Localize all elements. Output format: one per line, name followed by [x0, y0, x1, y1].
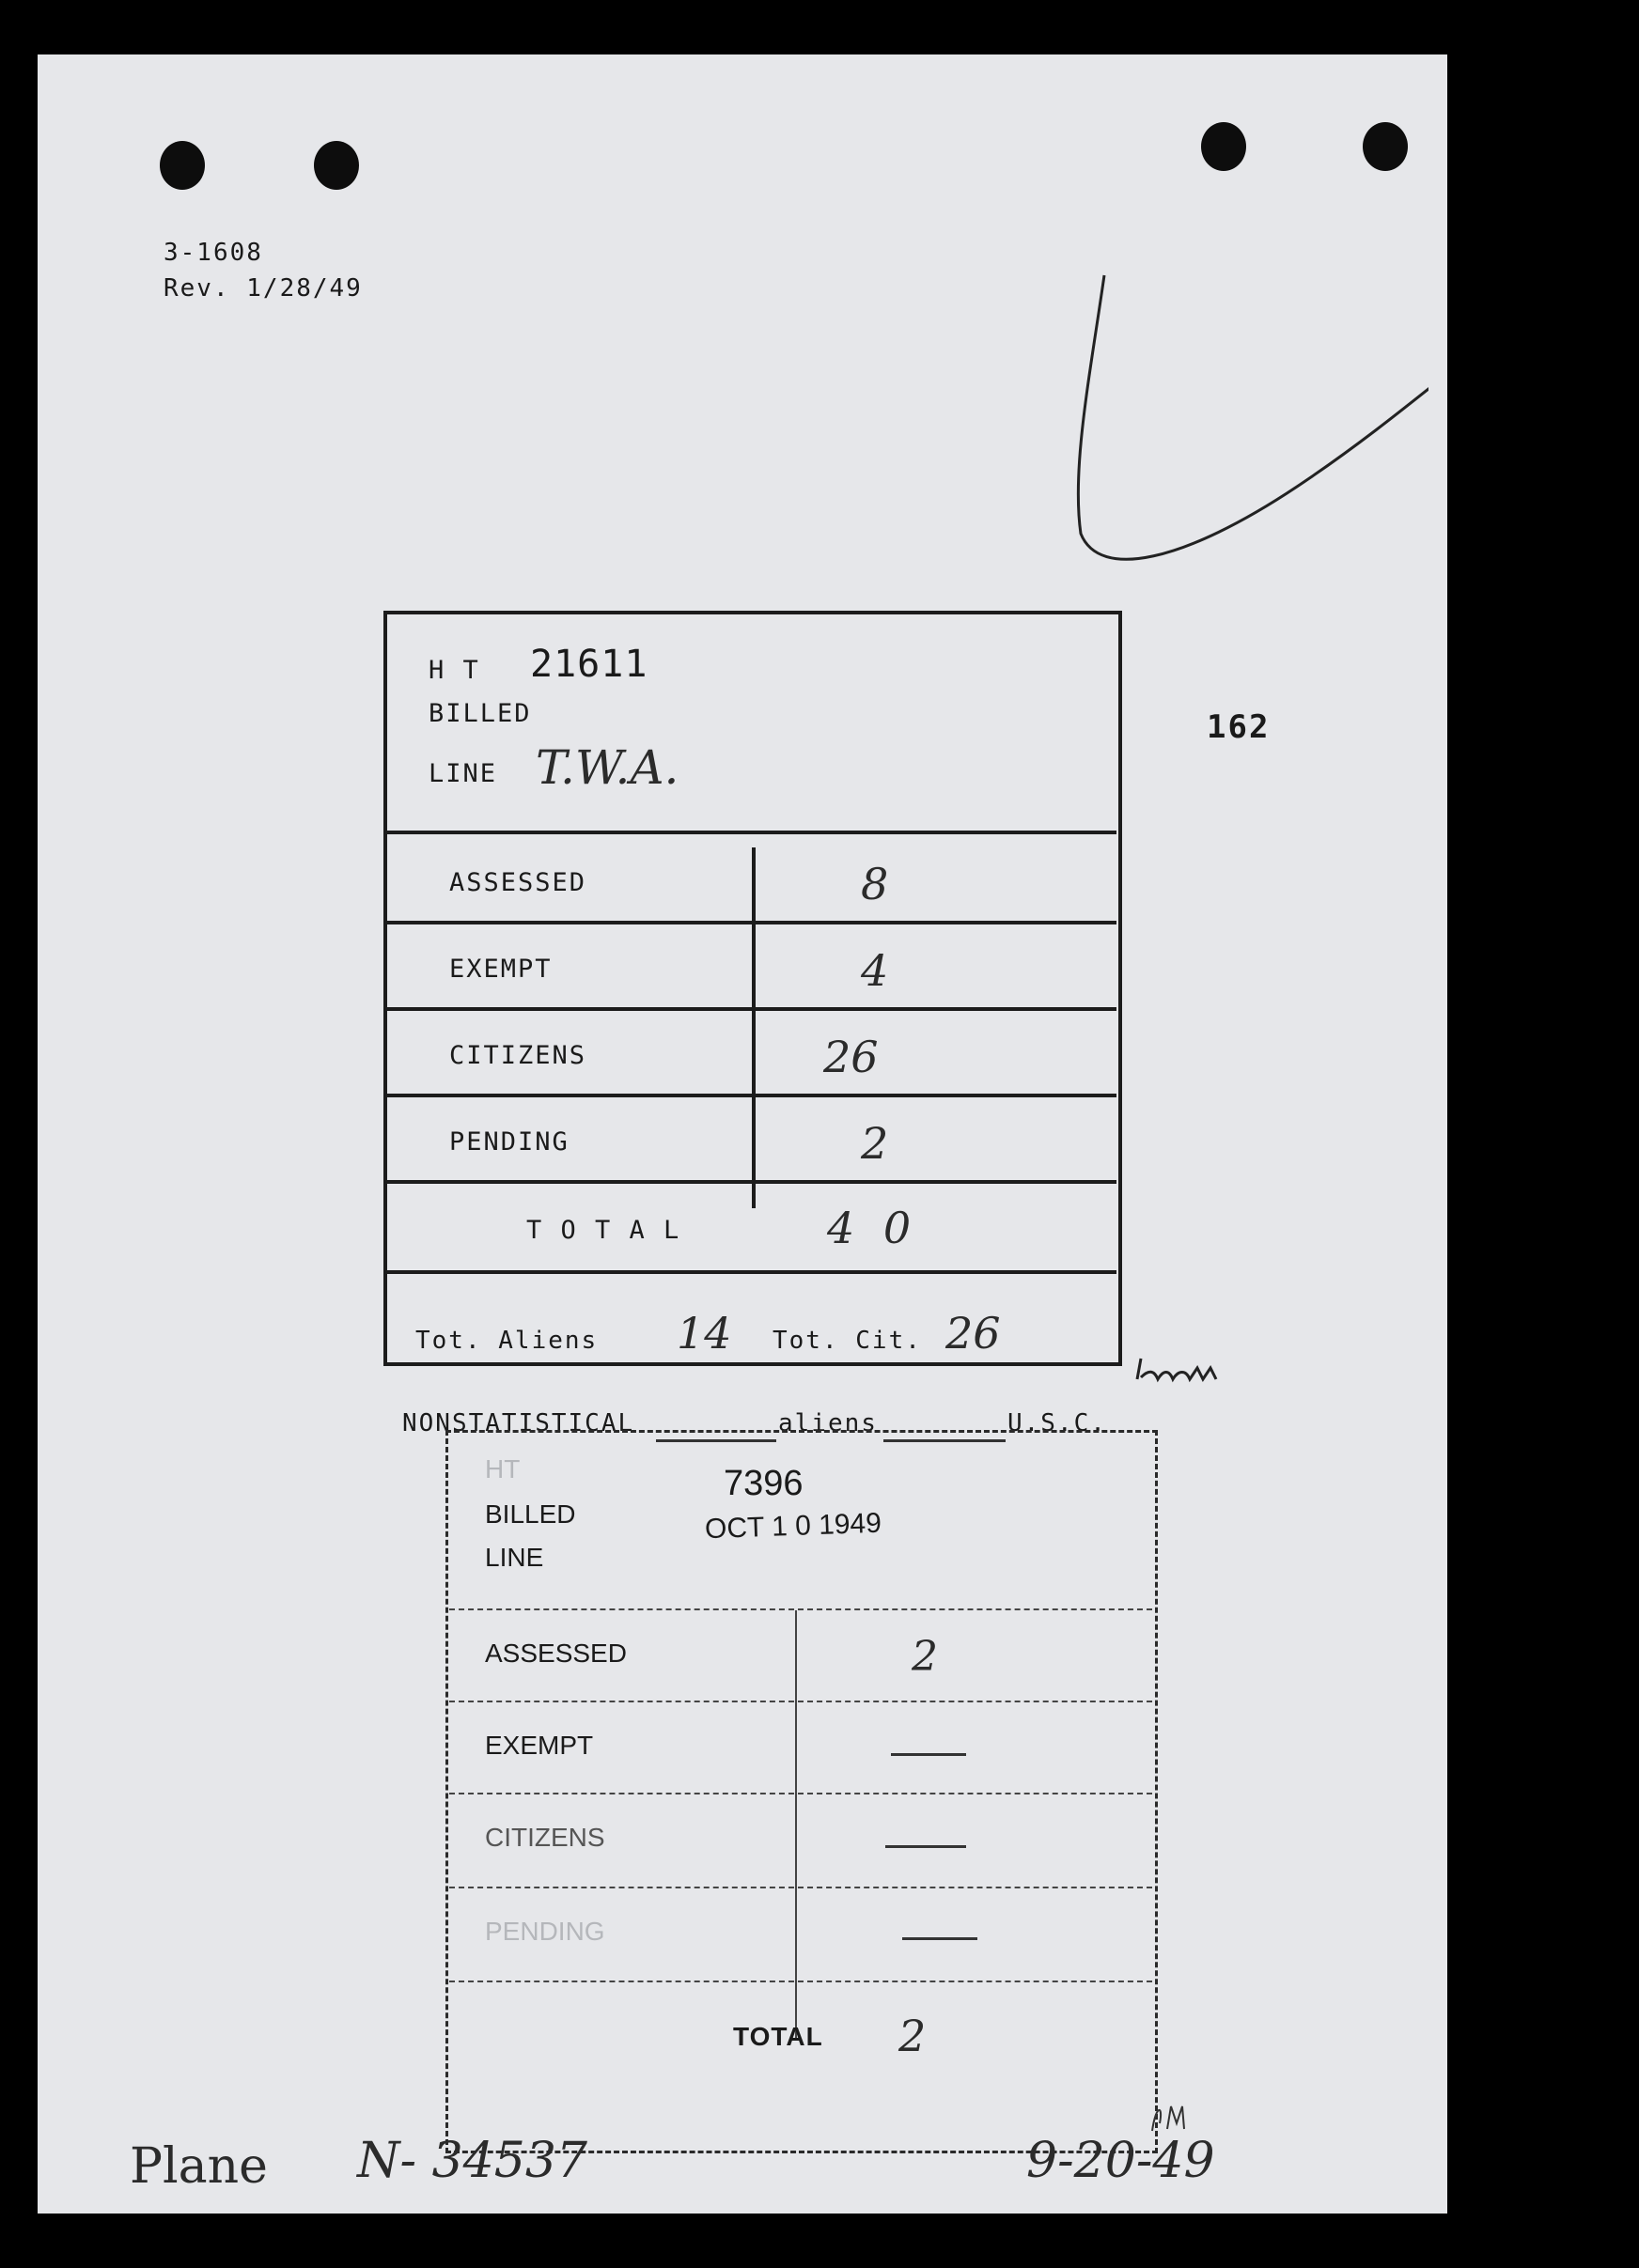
- check-mark: [1015, 224, 1428, 618]
- exempt-dash: [891, 1753, 966, 1756]
- date-initials: [1147, 2095, 1203, 2136]
- plane-number: N- 34537: [357, 2133, 588, 2189]
- nonstatistical-label: NONSTATISTICAL: [402, 1409, 635, 1437]
- form-number: 3-1608: [164, 239, 263, 267]
- divider: [449, 1981, 1152, 1982]
- divider: [449, 1608, 1152, 1610]
- plane-label: Plane: [130, 2138, 268, 2195]
- total-value-2: 2: [898, 2011, 927, 2061]
- page-number: 162: [1207, 708, 1271, 746]
- citizens-dash: [885, 1845, 966, 1848]
- citizens-value: 26: [823, 1032, 879, 1082]
- exempt-value: 4: [861, 945, 889, 996]
- divider: [449, 1793, 1152, 1794]
- exempt-label-2: EXEMPT: [485, 1731, 594, 1760]
- punch-hole: [314, 141, 359, 190]
- tot-cit-value: 26: [945, 1308, 1001, 1359]
- assessed-label: ASSESSED: [449, 868, 587, 897]
- column-divider: [752, 847, 756, 1208]
- exempt-label: EXEMPT: [449, 955, 553, 984]
- punch-hole: [1201, 122, 1246, 171]
- usc-label: U.S.C.: [1007, 1409, 1107, 1437]
- total-value: 4 0: [827, 1203, 919, 1253]
- tot-aliens-label: Tot. Aliens: [415, 1327, 599, 1355]
- total-label-2: TOTAL: [733, 2022, 823, 2051]
- pending-value: 2: [861, 1118, 889, 1169]
- divider: [449, 1701, 1152, 1702]
- divider: [387, 1007, 1116, 1011]
- aliens-label: aliens: [778, 1409, 878, 1437]
- column-divider: [795, 1610, 797, 2039]
- citizens-label: CITIZENS: [449, 1041, 587, 1070]
- ht-label: H T: [429, 656, 480, 685]
- total-label: T O T A L: [526, 1216, 681, 1245]
- line-label-2: LINE: [485, 1543, 544, 1572]
- divider: [387, 831, 1116, 834]
- tot-aliens-value: 14: [677, 1308, 732, 1359]
- divider: [387, 1094, 1116, 1097]
- form-revision: Rev. 1/28/49: [164, 274, 363, 303]
- tot-cit-label: Tot. Cit.: [773, 1327, 922, 1355]
- initials-scribble: [1130, 1342, 1233, 1398]
- citizens-label-2: CITIZENS: [485, 1823, 605, 1852]
- billed-date: OCT 1 0 1949: [704, 1507, 882, 1546]
- pending-dash: [902, 1937, 977, 1940]
- punch-hole: [1363, 122, 1408, 171]
- assessed-label-2: ASSESSED: [485, 1639, 627, 1668]
- billed-label: BILLED: [429, 699, 532, 728]
- document-page: [38, 54, 1447, 2214]
- punch-hole: [160, 141, 205, 190]
- ht-number-2: 7396: [724, 1464, 804, 1503]
- handwritten-date: 9-20-49: [1026, 2133, 1215, 2189]
- ht-label-2: HT: [485, 1454, 521, 1484]
- assessed-value: 8: [861, 859, 889, 909]
- pending-label: PENDING: [449, 1127, 570, 1157]
- line-label: LINE: [429, 759, 498, 788]
- line-value: T.W.A.: [536, 740, 679, 795]
- divider: [387, 1270, 1116, 1274]
- billed-label-2: BILLED: [485, 1499, 576, 1529]
- divider: [387, 1180, 1116, 1184]
- assessed-value-2: 2: [912, 1633, 938, 1681]
- ht-number: 21611: [530, 643, 648, 686]
- pending-label-2: PENDING: [485, 1917, 605, 1946]
- divider: [449, 1887, 1152, 1888]
- divider: [387, 921, 1116, 924]
